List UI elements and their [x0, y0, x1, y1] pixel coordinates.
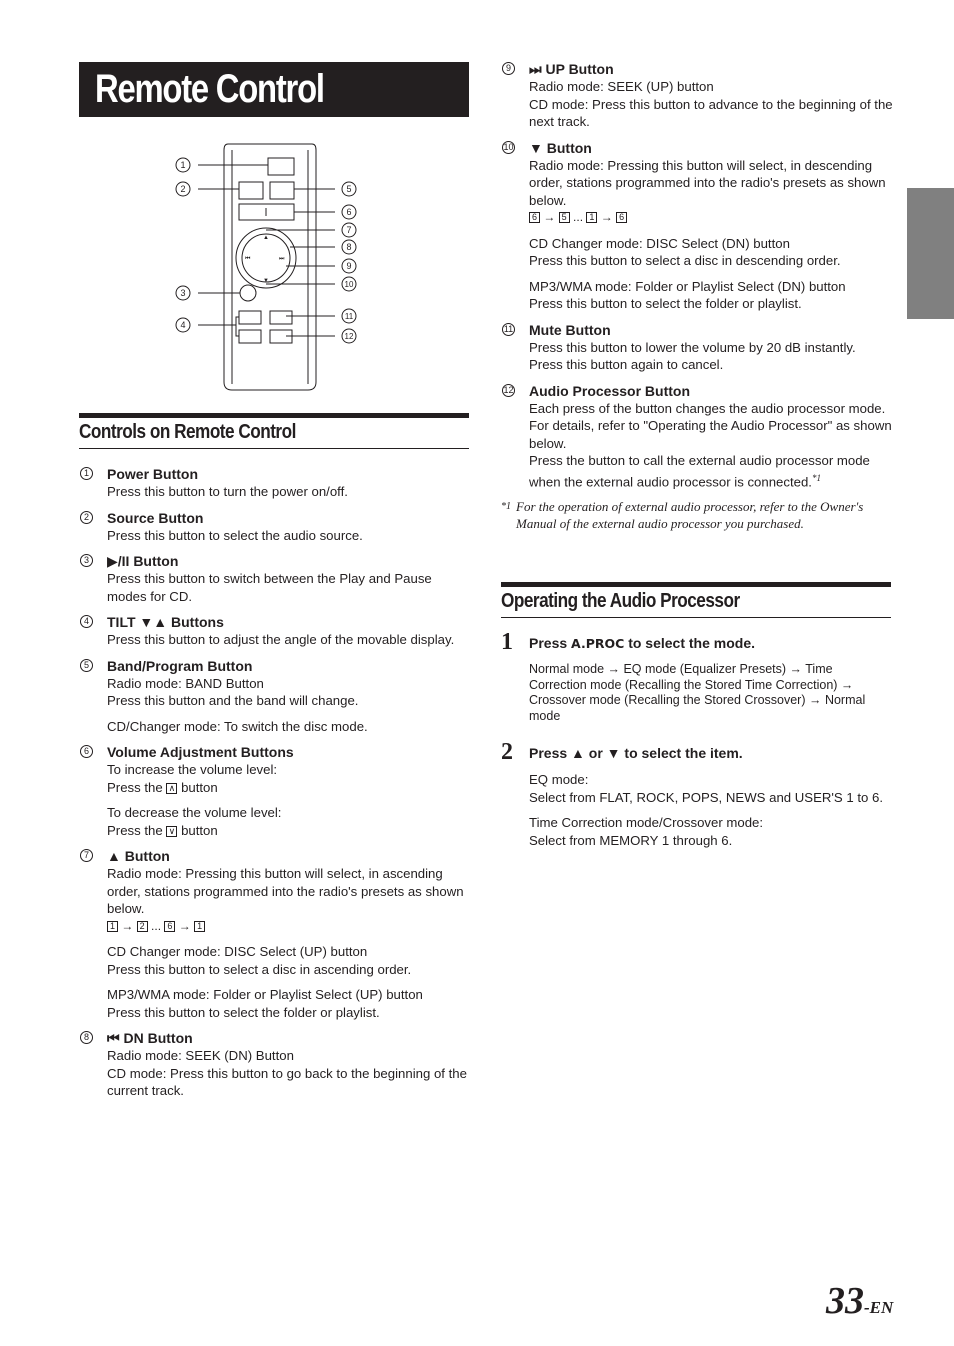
callout: 6	[346, 207, 352, 217]
step-2: 2 Press ▲ or ▼ to select the item. EQ mode: Select from FLAT, ROCK, POPS, NEWS and USER'S 1 to 6. Time Correction mode/Crossover mode: Select from MEMORY 1 through 6.	[501, 739, 884, 848]
remote-control-illustration	[170, 138, 370, 398]
side-tab-marker	[907, 188, 954, 319]
section-heading-controls: Controls on Remote Control	[79, 413, 469, 449]
footnote: *1 For the operation of external audio processor, refer to the Owner's Manual of the external audio processor you purchased.	[501, 499, 864, 532]
page-number: 33-EN	[826, 1280, 894, 1322]
item-play-pause: 3 ▶/II Button Press this button to switch between the Play and Pause modes for CD.	[79, 552, 471, 605]
item-audio-processor: 12 Audio Processor Button Each press of the button changes the audio processor mode. For details, refer to "Operating the Audio Processor" as shown below. Press the button to call the external audio processor mode when the external audio processor is connected.$^{*1}$	[503, 382, 892, 489]
callout: 1	[180, 160, 186, 170]
item-band-program: 5 Band/Program Button Radio mode: BAND Button Press this button and the band will change. CD/Changer mode: To switch the disc mode.	[79, 657, 471, 736]
left-column	[79, 465, 471, 1108]
callout: 5	[346, 184, 352, 194]
item-down: 10 ▼ Button Radio mode: Pressing this button will select, in descending order, stations programmed into the radio's presets as shown below. 6 → 5 ... 1 → 6 CD Changer mode: DISC Select (DN) button Press this button to select a disc in descending order. MP3/WMA mode: Folder or Playlist Select (DN) button Press this button to select the folder or playlist.	[501, 139, 893, 313]
callout: 8	[346, 242, 352, 252]
callout: 10	[344, 280, 354, 289]
volume-up-key: ∧	[166, 783, 177, 794]
section-heading-audio-processor: Operating the Audio Processor	[501, 582, 891, 618]
item-volume: 6 Volume Adjustment Buttons To increase the volume level: Press the ∧ button To decrease the volume level: Press the ∨ button	[79, 743, 471, 839]
steps	[501, 629, 893, 849]
callout: 2	[180, 184, 186, 194]
item-dn: 8 ⏮ DN Button Radio mode: SEEK (DN) Button CD mode: Press this button to go back to the beginning of the current track.	[79, 1029, 471, 1100]
step-1: 1 Press A.PROC to select the mode. Normal mode → EQ mode (Equalizer Presets) → Time Correction mode (Recalling the Stored Time Correction) → Crossover mode (Recalling the Stored Crossover) → Normal mode	[501, 629, 866, 723]
item-power: 1 Power Button Press this button to turn the power on/off.	[79, 465, 471, 501]
callout: 4	[180, 320, 186, 330]
callout: 3	[180, 288, 186, 298]
svg-text:▲: ▲	[263, 235, 269, 241]
right-column	[501, 60, 893, 532]
callout: 11	[344, 312, 354, 321]
item-up-seek: 9 ⏭ UP Button Radio mode: SEEK (UP) button CD mode: Press this button to advance to the beginning of the next track.	[501, 60, 893, 131]
item-tilt: 4 TILT ▼▲ Buttons Press this button to adjust the angle of the movable display.	[79, 613, 471, 649]
item-up: 7 ▲ Button Radio mode: Pressing this button will select, in ascending order, stations programmed into the radio's presets as shown below. 1 → 2 ... 6 → 1 CD Changer mode: DISC Select (UP) button Press this button to select a disc in ascending order. MP3/WMA mode: Folder or Playlist Select (UP) button Press this button to select the folder or playlist.	[79, 847, 471, 1021]
preset-sequence-down: 6 → 5 ... 1 → 6	[529, 209, 893, 227]
volume-down-key: ∨	[166, 826, 177, 837]
page-title: Remote Control	[79, 62, 469, 117]
callout: 7	[346, 225, 352, 235]
callout: 12	[344, 332, 354, 341]
callout: 9	[346, 261, 352, 271]
item-mute: 11 Mute Button Press this button to lower the volume by 20 dB instantly. Press this button again to cancel.	[503, 321, 856, 372]
preset-sequence: 1 → 2 ... 6 → 1	[107, 918, 471, 936]
svg-text:▼: ▼	[263, 278, 269, 284]
svg-text:⏮: ⏮	[245, 256, 251, 262]
svg-text:⏭: ⏭	[279, 256, 285, 262]
item-source: 2 Source Button Press this button to select the audio source.	[79, 509, 471, 545]
